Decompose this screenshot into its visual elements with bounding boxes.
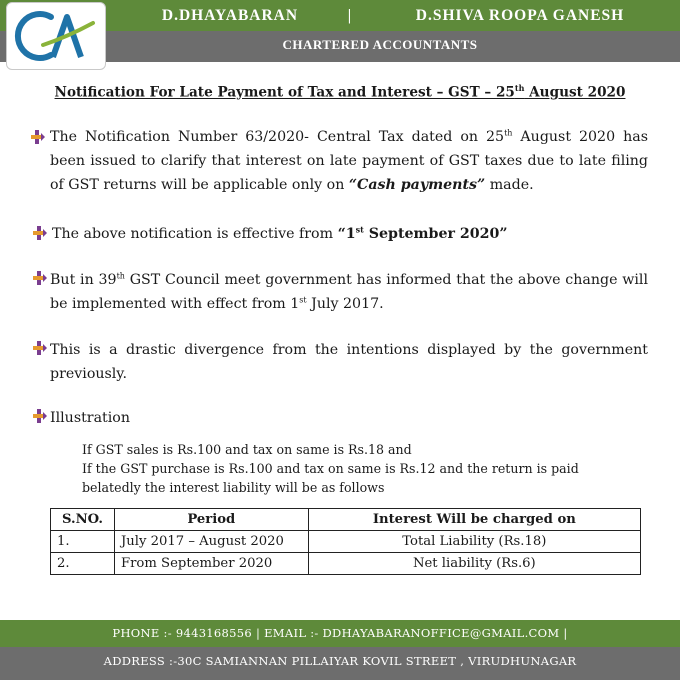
p3-text-a: But in 39 xyxy=(50,272,117,288)
p3-sup2: st xyxy=(299,295,307,305)
illustration-line-3: belatedly the interest liability will be as follows xyxy=(82,480,385,495)
table-header-cell: S.NO. xyxy=(51,509,115,531)
footer-contact: PHONE :- 9443168556 | EMAIL :- DDHAYABARANOFFICE@GMAIL.COM | xyxy=(0,620,680,647)
paragraph-notification xyxy=(50,125,648,197)
table-header-row xyxy=(51,509,641,531)
p2-text-a: The above notification is effective from xyxy=(52,226,338,242)
paragraph-effective-date xyxy=(52,222,650,246)
document-title xyxy=(0,83,680,101)
partner-name-right: D.SHIVA ROOPA GANESH xyxy=(415,7,625,24)
title-sup: th xyxy=(514,83,525,93)
table-cell: Net liability (Rs.6) xyxy=(308,553,640,575)
table-cell: From September 2020 xyxy=(114,553,308,575)
p2-bold-b: September 2020” xyxy=(363,226,508,242)
p2-sup: st xyxy=(355,224,364,235)
bullet-arrow-icon xyxy=(31,130,45,144)
partner-names xyxy=(130,5,670,27)
table-row xyxy=(51,531,641,553)
p1-text-a: The Notification Number 63/2020- Central Tax dated on 25 xyxy=(50,129,505,145)
interest-table xyxy=(50,508,641,575)
table-header-cell: Interest Will be charged on xyxy=(308,509,640,531)
table-cell: 1. xyxy=(51,531,115,553)
firm-subtitle: CHARTERED ACCOUNTANTS xyxy=(282,37,478,52)
p1-emphasis: “Cash payments” xyxy=(348,177,486,193)
p3-text-c: July 2017. xyxy=(306,296,384,312)
bullet-arrow-icon xyxy=(33,409,47,423)
p1-sup: th xyxy=(504,128,513,138)
illustration-line-2: If the GST purchase is Rs.100 and tax on same is Rs.12 and the return is paid xyxy=(82,461,579,476)
table-cell: 2. xyxy=(51,553,115,575)
logo-text: CA xyxy=(7,3,9,4)
paragraph-council-meet xyxy=(50,268,648,316)
table-cell: July 2017 – August 2020 xyxy=(114,531,308,553)
footer-address: ADDRESS :-30C SAMIANNAN PILLAIYAR KOVIL STREET , VIRUDHUNAGAR xyxy=(0,647,680,680)
p3-text-b: GST Council meet government has informed that the above change will be implemented with effect from 1 xyxy=(50,272,649,312)
p2-bold-a: “1 xyxy=(337,226,356,242)
partner-name-left: D.DHAYABARAN xyxy=(161,7,299,24)
title-main: Notification For Late Payment of Tax and Interest – GST – 25 xyxy=(54,84,515,101)
p3-sup1: th xyxy=(116,271,125,281)
illustration-text xyxy=(82,440,622,497)
name-separator: | xyxy=(347,7,353,24)
title-tail: August 2020 xyxy=(524,84,626,101)
bullet-arrow-icon xyxy=(33,271,47,285)
table-cell: Total Liability (Rs.18) xyxy=(308,531,640,553)
illustration-heading: Illustration xyxy=(50,410,130,426)
bullet-arrow-icon xyxy=(33,341,47,355)
table-header-cell: Period xyxy=(114,509,308,531)
p1-text-b: August 2020 has been issued to clarify that interest on late payment of GST taxes due to late filing of GST returns will be applicable only on xyxy=(50,129,648,193)
illustration-line-1: If GST sales is Rs.100 and tax on same is Rs.18 and xyxy=(82,442,412,457)
p1-text-c: made. xyxy=(485,177,534,193)
paragraph-divergence: This is a drastic divergence from the intentions displayed by the government previously. xyxy=(50,342,648,382)
bullet-arrow-icon xyxy=(33,226,47,240)
ca-logo xyxy=(6,2,106,70)
table-row xyxy=(51,553,641,575)
